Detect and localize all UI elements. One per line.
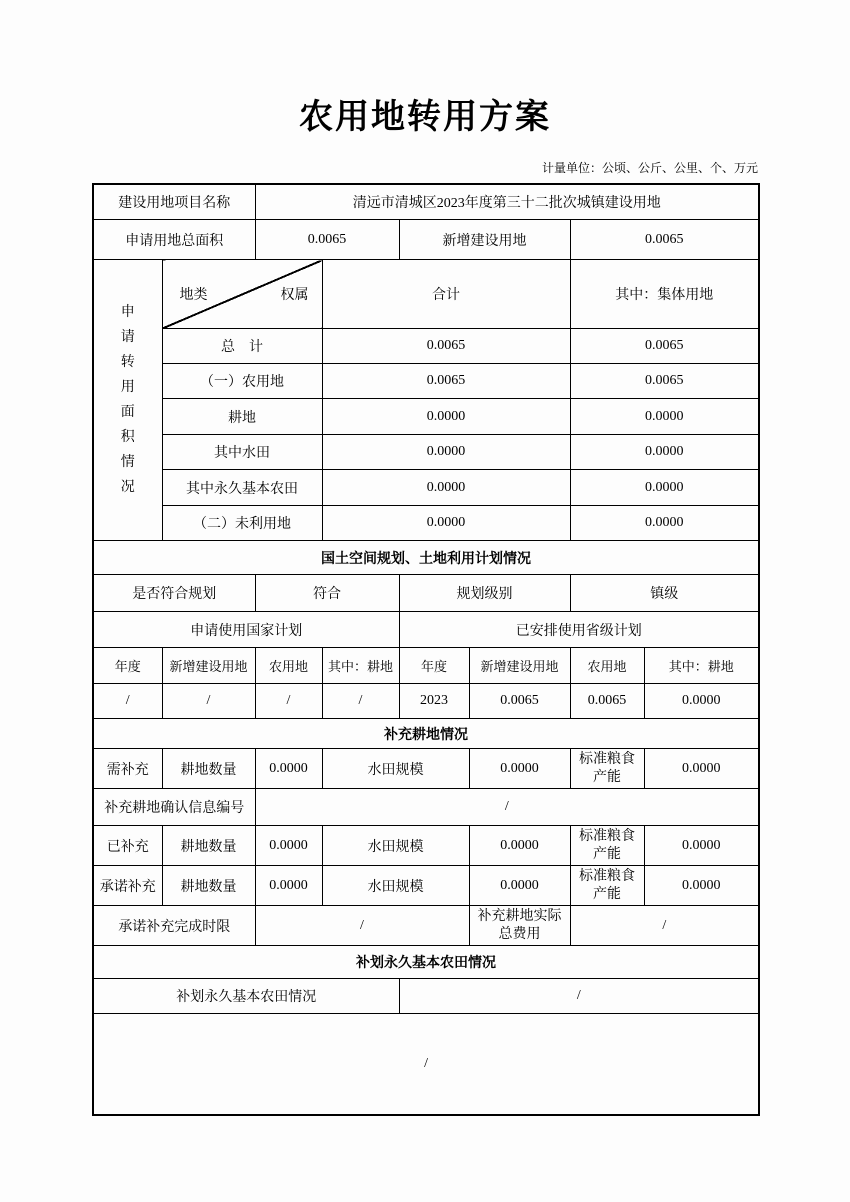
col-cultivated: 其中：耕地: [322, 648, 399, 684]
page-title: 农用地转用方案: [299, 98, 551, 136]
row-label: 其中水田: [162, 435, 322, 470]
transfer-section-side-label: [93, 260, 162, 541]
measurement-units-note: 计量单位：公顷、公斤、公里、个、万元: [541, 160, 758, 175]
land-conversion-form-table: [92, 183, 760, 1116]
project-name-value: 清远市清城区2023年度第三十二批次城镇建设用地: [255, 184, 759, 220]
value-cell: /: [322, 684, 399, 719]
applied-area-label: 申请用地总面积: [93, 220, 255, 260]
transfer-row-cultivated: [93, 399, 759, 435]
grain-capacity-label: 标准粮食产能: [570, 749, 644, 789]
row-collective-value: 0.0000: [570, 506, 759, 541]
paddy-scale-label: 水田规模: [322, 866, 469, 906]
farmland-status-label: 补划永久基本农田情况: [93, 979, 399, 1014]
col-agricultural: 农用地: [570, 648, 644, 684]
value-cell: 0.0000: [644, 684, 759, 719]
col-cultivated: 其中：耕地: [644, 648, 759, 684]
diagonal-label-landtype: 地类: [179, 288, 208, 303]
column-header-collective: 其中：集体用地: [570, 260, 759, 329]
grain-capacity-value: 0.0000: [644, 866, 759, 906]
cultivated-amount-value: 0.0000: [255, 866, 322, 906]
row-total-value: 0.0000: [322, 435, 570, 470]
grain-capacity-label: 标准粮食产能: [570, 826, 644, 866]
row-label: 耕地: [162, 399, 322, 435]
row-collective-value: 0.0000: [570, 435, 759, 470]
diagonal-header-cell: [162, 260, 322, 329]
paddy-scale-label: 水田规模: [322, 749, 469, 789]
applied-area-row: [93, 220, 759, 260]
planning-level-value: 镇级: [570, 575, 759, 612]
cultivated-amount-label: 耕地数量: [162, 826, 255, 866]
confirm-number-label: 补充耕地确认信息编号: [93, 789, 255, 826]
remarks-row: [93, 1014, 759, 1115]
supplement-done-row: [93, 826, 759, 866]
compliance-value: 符合: [255, 575, 399, 612]
supplement-promised-row: [93, 866, 759, 906]
value-cell: /: [255, 684, 322, 719]
row-collective-value: 0.0000: [570, 470, 759, 506]
remarks-cell: /: [93, 1014, 759, 1115]
project-name-label: 建设用地项目名称: [93, 184, 255, 220]
actual-cost-label: 补充耕地实际总费用: [469, 906, 570, 946]
diagonal-label-ownership: 权属: [280, 288, 309, 303]
transfer-row-agricultural: [93, 364, 759, 399]
grain-capacity-value: 0.0000: [644, 749, 759, 789]
cultivated-amount-value: 0.0000: [255, 826, 322, 866]
plan-table-header-row: [93, 648, 759, 684]
transfer-row-permanent-farmland: [93, 470, 759, 506]
row-label: 已补充: [93, 826, 162, 866]
grain-capacity-value: 0.0000: [644, 826, 759, 866]
planning-section-title: 国土空间规划、土地利用计划情况: [93, 541, 759, 575]
value-cell: /: [93, 684, 162, 719]
paddy-scale-value: 0.0000: [469, 826, 570, 866]
row-label: 其中永久基本农田: [162, 470, 322, 506]
row-label: （一）农用地: [162, 364, 322, 399]
col-new-construction: 新增建设用地: [469, 648, 570, 684]
row-total-value: 0.0065: [322, 364, 570, 399]
farmland-section-header-row: [93, 946, 759, 979]
value-cell: 2023: [399, 684, 469, 719]
transfer-table-header-row: [93, 260, 759, 329]
supplement-confirm-row: [93, 789, 759, 826]
supplement-section-header-row: [93, 719, 759, 749]
plan-table-values-row: [93, 684, 759, 719]
deadline-label: 承诺补充完成时限: [93, 906, 255, 946]
cultivated-amount-value: 0.0000: [255, 749, 322, 789]
row-total-value: 0.0000: [322, 470, 570, 506]
planning-compliance-row: [93, 575, 759, 612]
compliance-label: 是否符合规划: [93, 575, 255, 612]
col-agricultural: 农用地: [255, 648, 322, 684]
transfer-row-unused: [93, 506, 759, 541]
row-total-value: 0.0000: [322, 506, 570, 541]
supplement-section-title: 补充耕地情况: [93, 719, 759, 749]
col-new-construction: 新增建设用地: [162, 648, 255, 684]
value-cell: 0.0065: [570, 684, 644, 719]
grain-capacity-label: 标准粮食产能: [570, 866, 644, 906]
confirm-number-value: /: [255, 789, 759, 826]
cultivated-amount-label: 耕地数量: [162, 749, 255, 789]
transfer-row-total: [93, 329, 759, 364]
paddy-scale-label: 水田规模: [322, 826, 469, 866]
row-label: （二）未利用地: [162, 506, 322, 541]
column-header-total: 合计: [322, 260, 570, 329]
plan-usage-header-row: [93, 612, 759, 648]
col-year: 年度: [399, 648, 469, 684]
paddy-scale-value: 0.0000: [469, 866, 570, 906]
planning-section-header-row: [93, 541, 759, 575]
farmland-section-title: 补划永久基本农田情况: [93, 946, 759, 979]
project-name-row: [93, 184, 759, 220]
col-year: 年度: [93, 648, 162, 684]
provincial-plan-label: 已安排使用省级计划: [399, 612, 759, 648]
farmland-status-value: /: [399, 979, 759, 1014]
farmland-status-row: [93, 979, 759, 1014]
supplement-deadline-row: [93, 906, 759, 946]
row-total-value: 0.0000: [322, 399, 570, 435]
row-total-value: 0.0065: [322, 329, 570, 364]
value-cell: 0.0065: [469, 684, 570, 719]
new-construction-land-value: 0.0065: [570, 220, 759, 260]
row-collective-value: 0.0000: [570, 399, 759, 435]
row-label: 总 计: [162, 329, 322, 364]
row-collective-value: 0.0065: [570, 364, 759, 399]
value-cell: /: [162, 684, 255, 719]
cultivated-amount-label: 耕地数量: [162, 866, 255, 906]
new-construction-land-label: 新增建设用地: [399, 220, 570, 260]
vertical-text: 申请转用面积情况: [120, 305, 135, 495]
row-label: 需补充: [93, 749, 162, 789]
supplement-needed-row: [93, 749, 759, 789]
row-collective-value: 0.0065: [570, 329, 759, 364]
row-label: 承诺补充: [93, 866, 162, 906]
paddy-scale-value: 0.0000: [469, 749, 570, 789]
national-plan-label: 申请使用国家计划: [93, 612, 399, 648]
transfer-row-paddy: [93, 435, 759, 470]
applied-area-value: 0.0065: [255, 220, 399, 260]
actual-cost-value: /: [570, 906, 759, 946]
planning-level-label: 规划级别: [399, 575, 570, 612]
deadline-value: /: [255, 906, 469, 946]
